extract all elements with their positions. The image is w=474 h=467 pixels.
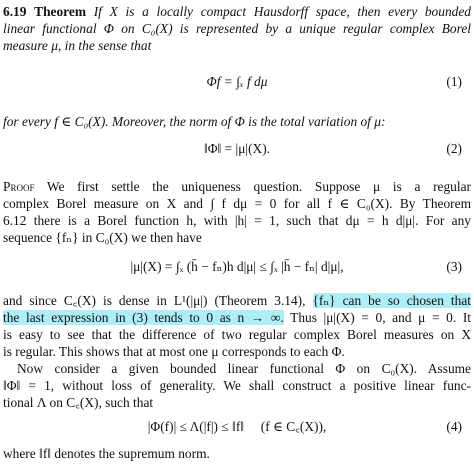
equation-3-formula: |μ|(X) = ∫ₓ (h̄ − fₙ)h d|μ| ≤ ∫ₓ |h̄ − fₙ| d|μ|,	[130, 259, 344, 274]
theorem-text-1: If X is a locally compact Hausdorff space, then every bounded	[93, 4, 471, 19]
equation-2	[0, 129, 474, 169]
para3-line-2: ‖Φ‖ = 1, without loss of generality. We shall construct a positive linear func-	[3, 378, 471, 393]
equation-3	[0, 247, 474, 287]
proof-line-2: complex Borel measure on X and ∫ f dμ = 0 for all f ∈ C₀(X). By Theorem	[3, 196, 471, 211]
highlight-1: {fₙ} can be so chosen that	[312, 293, 471, 308]
theorem-number: 6.19	[3, 4, 27, 19]
para2-line-1	[3, 293, 471, 309]
theorem-line-1	[3, 4, 471, 20]
proof-label: Proof	[3, 179, 35, 194]
equation-4	[0, 407, 474, 447]
para2-text-2: Thus |μ|(X) = 0, and μ = 0. It	[290, 310, 472, 325]
proof-line-3: 6.12 there is a Borel function h, with |h| = 1, such that dμ = h d|μ|. For any	[3, 213, 471, 228]
theorem-line-3: measure μ, in the sense that	[3, 38, 152, 53]
proof-line-1	[3, 179, 471, 195]
proof-text-1: We first settle the uniqueness question. Suppose μ is a regular	[46, 179, 472, 194]
theorem-continuation: for every f ∈ C₀(X). Moreover, the norm of Φ is the total variation of μ:	[3, 114, 386, 129]
para2-line-2	[3, 310, 471, 326]
para2-line-4: is regular. This shows that at most one μ corresponds to each Φ.	[3, 344, 345, 359]
para2-text-1: and since C꜀(X) is dense in L¹(|μ|) (Theorem 3.14),	[3, 293, 306, 308]
para2-line-3: is easy to see that the difference of two regular complex Borel measures on X	[3, 327, 471, 342]
highlight-2: the last expression in (3) tends to 0 as n → ∞.	[3, 310, 284, 325]
equation-2-formula: ‖Φ‖ = |μ|(X).	[203, 141, 271, 156]
equation-1	[0, 62, 474, 102]
equation-4-formula: |Φ(f)| ≤ Λ(|f|) ≤ ‖f‖ (f ∈ C꜀(X)),	[147, 419, 327, 434]
equation-3-tag: (3)	[446, 259, 462, 274]
equation-1-tag: (1)	[446, 74, 462, 89]
para3-line-1: Now consider a given bounded linear functional Φ on C₀(X). Assume	[17, 361, 471, 376]
equation-1-formula: Φf = ∫ₓ f dμ	[206, 74, 268, 89]
proof-line-4: sequence {fₙ} in C₀(X) we then have	[3, 230, 202, 245]
theorem-line-2: linear functional Φ on C₀(X) is represented by a unique regular complex Borel	[3, 21, 471, 36]
closing-line: where ‖f‖ denotes the supremum norm.	[3, 446, 210, 461]
para3-line-3: tional Λ on C꜀(X), such that	[3, 395, 154, 410]
equation-2-tag: (2)	[446, 141, 462, 156]
equation-4-tag: (4)	[446, 419, 462, 434]
theorem-label: Theorem	[34, 4, 86, 19]
